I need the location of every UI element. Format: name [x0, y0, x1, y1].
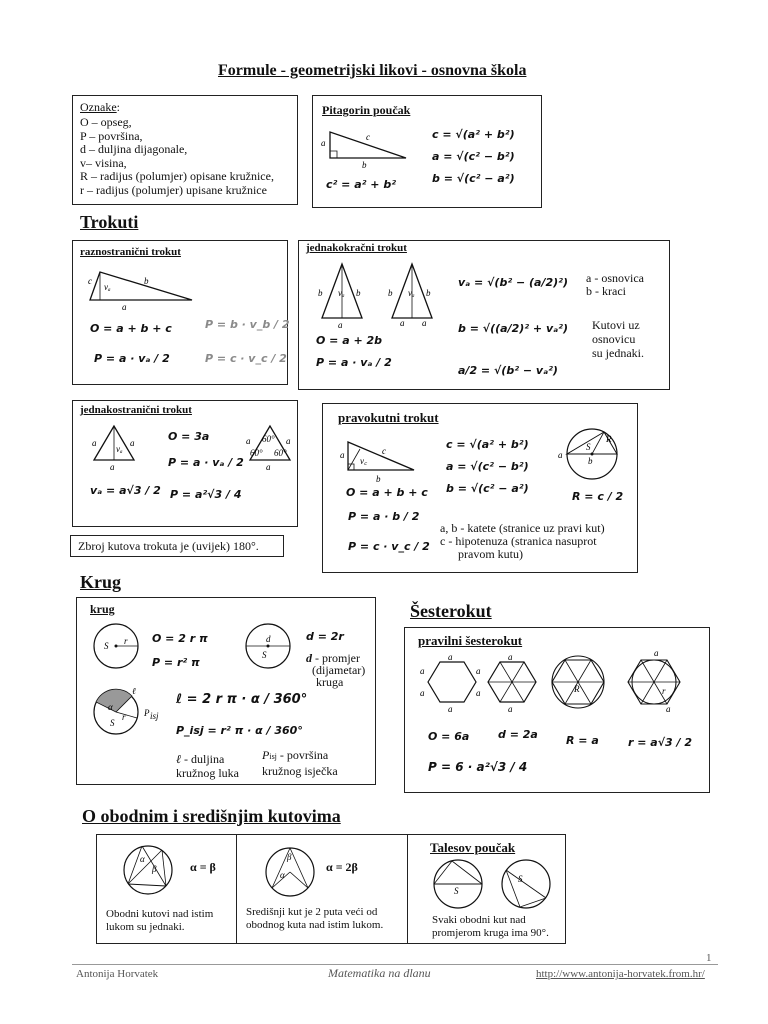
footer-author: Antonija Horvatek	[76, 968, 159, 980]
pythagoras-heading: Pitagorin poučak	[322, 103, 411, 117]
hexagon-diagrams	[410, 648, 706, 714]
page-number: 1	[706, 952, 712, 964]
svg-text:S: S	[586, 442, 591, 452]
scalene-area-a: P = a · vₐ / 2	[94, 352, 170, 365]
legend-item: R – radijus (polumjer) opisane kružnice,	[80, 169, 274, 183]
thales-note-line: Svaki obodni kut nad	[432, 914, 526, 926]
svg-text:vₐ: vₐ	[116, 444, 123, 454]
svg-text:S: S	[104, 641, 109, 651]
svg-text:a: a	[666, 704, 671, 714]
svg-text:b: b	[356, 288, 361, 298]
scalene-area-b: P = b · v_b / 2	[205, 318, 290, 331]
svg-text:R: R	[574, 684, 580, 694]
right-triangle-diagram-2	[338, 440, 428, 485]
hexagon-circumradius: R = a	[566, 734, 599, 747]
leg-a-formula: a = √(c² − b²)	[446, 460, 529, 473]
hexagon-perimeter: O = 6a	[428, 730, 470, 743]
section-heading-angles: O obodnim i središnjim kutovima	[82, 806, 341, 826]
svg-text:a: a	[476, 666, 481, 676]
thales-note-line: promjerom kruga ima 90°.	[432, 927, 549, 939]
inscribed-angles-note-line: lukom su jednaki.	[106, 921, 185, 933]
svg-text:c: c	[88, 276, 92, 286]
central-angle-note-line: obodnog kuta nad istim lukom.	[246, 919, 384, 931]
svg-text:b: b	[426, 288, 431, 298]
circle-sector-diagram	[88, 688, 168, 738]
hexagon-heading: pravilni šesterokut	[418, 633, 523, 648]
circle-circumference: O = 2 r π	[152, 632, 208, 645]
diameter-notes: d - promjer (dijametar) kruga	[306, 651, 366, 689]
svg-text:S: S	[262, 650, 267, 660]
isosceles-note: Kutovi uz	[592, 318, 640, 332]
diameter-note: kruga	[316, 675, 344, 689]
svg-text:60°: 60°	[274, 448, 287, 458]
svg-text:a: a	[266, 462, 271, 472]
svg-text:a: a	[122, 302, 127, 312]
svg-text:vₐ: vₐ	[408, 288, 415, 298]
svg-text:ℓ: ℓ	[132, 686, 136, 696]
hexagon-incircle	[628, 648, 680, 714]
right-triangle-note: pravom kutu)	[458, 547, 523, 561]
svg-text:60°: 60°	[250, 448, 263, 458]
svg-text:b: b	[376, 474, 381, 484]
isosceles-diagram	[316, 262, 446, 334]
legend-heading: Oznake:	[80, 100, 120, 114]
legend-item: P – površina,	[80, 128, 143, 143]
inscribed-angles-note	[106, 908, 213, 934]
inscribed-angles-note-line: Obodni kutovi nad istim	[106, 908, 214, 920]
angle-sum-text: Zbroj kutova trokuta je (uvijek) 180°.	[78, 539, 259, 553]
equilateral-heading: jednakostranični trokut	[80, 404, 192, 416]
equilateral-height: vₐ = a√3 / 2	[90, 484, 161, 497]
thales-heading: Talesov poučak	[430, 840, 516, 855]
leg-b-formula: b = √(c² − a²)	[446, 482, 529, 495]
pythagoras-formula-squares: c² = a² + b²	[326, 178, 397, 191]
svg-text:a: a	[476, 688, 481, 698]
circumradius-formula: R = c / 2	[572, 490, 624, 503]
circumscribed-circle-diagram	[556, 428, 626, 483]
svg-text:a: a	[420, 688, 425, 698]
svg-text:60°: 60°	[262, 434, 275, 444]
svg-text:a: a	[92, 438, 97, 448]
isosceles-angle-note	[592, 318, 644, 360]
equilateral-angles-diagram	[246, 424, 306, 474]
isosceles-height-formula: vₐ = √(b² − (a/2)²)	[458, 276, 569, 289]
right-triangle-notes	[440, 522, 605, 561]
svg-text:a: a	[508, 652, 513, 662]
equilateral-area-height: P = a · vₐ / 2	[168, 456, 244, 469]
svg-text:b: b	[144, 276, 149, 286]
footer-link[interactable]: http://www.antonija-horvatek.from.hr/	[536, 968, 705, 980]
circle-area: P = r² π	[152, 656, 200, 669]
isosceles-heading: jednakokračni trokut	[306, 242, 407, 254]
legend-item: O – opseg,	[80, 115, 132, 129]
svg-text:a: a	[321, 138, 326, 148]
sector-area-notes: Pisj - površina kružnog isječka	[262, 748, 338, 778]
svg-text:b: b	[318, 288, 323, 298]
svg-text:R: R	[606, 434, 612, 444]
section-heading-circle: Krug	[80, 572, 122, 592]
section-heading-hexagon: Šesterokut	[410, 601, 492, 621]
right-triangle-diagram	[318, 128, 418, 168]
svg-text:a: a	[420, 666, 425, 676]
legend-item: d – duljina dijagonale,	[80, 142, 188, 156]
pythagoras-formula-b: b = √(c² − a²)	[432, 172, 515, 185]
svg-text:a: a	[130, 438, 135, 448]
svg-text:r: r	[122, 712, 126, 722]
thales-diagram	[428, 856, 558, 910]
equilateral-area: P = a²√3 / 4	[170, 488, 242, 501]
right-triangle-note: c - hipotenuza (stranica nasuprot	[440, 534, 597, 548]
svg-text:a: a	[340, 450, 345, 460]
svg-text:P: P	[144, 708, 150, 718]
scalene-area-c: P = c · v_c / 2	[205, 352, 287, 365]
scalene-heading: raznostranični trokut	[80, 246, 181, 258]
page-title: Formule - geometrijski likovi - osnovna škola	[218, 62, 527, 79]
right-triangle-area-height: P = c · v_c / 2	[348, 540, 430, 553]
section-heading-triangles: Trokuti	[80, 212, 139, 232]
isosceles-note: a - osnovica	[586, 271, 644, 285]
thales-note	[432, 914, 549, 940]
footer-logo-text: Matematika na dlanu	[328, 966, 431, 980]
diameter-note: - promjer	[315, 651, 360, 665]
svg-text:v꜀: v꜀	[360, 456, 368, 466]
angles-divider	[407, 834, 408, 944]
circle-radius-diagram	[88, 622, 144, 672]
isosceles-note: osnovicu	[592, 332, 636, 346]
footer-divider	[72, 964, 718, 965]
legend-item: r – radijus (polumjer) upisane kružnice	[80, 182, 267, 197]
svg-text:c: c	[382, 446, 386, 456]
svg-text:α: α	[280, 870, 285, 880]
svg-text:b: b	[388, 288, 393, 298]
arc-length-notes: ℓ - duljina kružnog luka	[176, 752, 239, 780]
svg-text:b: b	[588, 456, 593, 466]
sector-area-note: kružnog isječka	[262, 764, 338, 778]
svg-text:a: a	[286, 436, 291, 446]
right-triangle-area-legs: P = a · b / 2	[348, 510, 420, 523]
central-angle-diagram	[250, 840, 330, 900]
inscribed-angles-diagram	[108, 840, 188, 900]
hexagon-inradius: r = a√3 / 2	[628, 736, 693, 749]
svg-text:vₐ: vₐ	[338, 288, 345, 298]
equilateral-diagram	[90, 424, 150, 474]
central-angle-formula: α = 2β	[326, 860, 358, 874]
svg-text:a: a	[508, 704, 513, 714]
arc-length-note: kružnog luka	[176, 766, 239, 780]
svg-text:d: d	[266, 634, 271, 644]
svg-text:a: a	[558, 450, 563, 460]
svg-text:a: a	[422, 318, 427, 328]
circle-heading: krug	[90, 602, 115, 616]
svg-text:a: a	[448, 704, 453, 714]
isosceles-area: P = a · vₐ / 2	[316, 356, 392, 369]
equilateral-perimeter: O = 3a	[168, 430, 210, 443]
svg-text:a: a	[448, 652, 453, 662]
svg-text:vₐ: vₐ	[104, 282, 111, 292]
diameter-note: (dijametar)	[312, 663, 366, 677]
svg-text:S: S	[110, 718, 115, 728]
scalene-diagram	[86, 270, 196, 315]
inscribed-angles-formula: α = β	[190, 860, 216, 874]
isosceles-perimeter: O = a + 2b	[316, 334, 383, 347]
isosceles-half-base-formula: a/2 = √(b² − vₐ²)	[458, 364, 558, 377]
svg-text:a: a	[654, 648, 659, 658]
circle-diameter-diagram	[240, 622, 296, 672]
central-angle-note-line: Središnji kut je 2 puta veći od	[246, 906, 378, 918]
hexagon-circumcircle	[552, 656, 604, 708]
svg-text:a: a	[338, 320, 343, 330]
hexagon-diagonal: d = 2a	[498, 728, 538, 741]
hypotenuse-formula: c = √(a² + b²)	[446, 438, 529, 451]
svg-text:a: a	[246, 436, 251, 446]
svg-text:α: α	[108, 702, 113, 712]
svg-text:β: β	[287, 852, 292, 862]
pythagoras-formula-c: c = √(a² + b²)	[432, 128, 515, 141]
svg-text:a: a	[110, 462, 115, 472]
svg-text:S: S	[454, 886, 459, 896]
arc-length-note: - duljina	[184, 752, 225, 766]
central-angle-note	[246, 906, 383, 932]
diameter-formula: d = 2r	[306, 630, 344, 643]
arc-length-formula: ℓ = 2 r π · α / 360°	[176, 692, 308, 707]
svg-text:r: r	[662, 686, 666, 696]
pythagoras-formula-a: a = √(c² − b²)	[432, 150, 515, 163]
svg-text:r: r	[124, 636, 128, 646]
isosceles-note: b - kraci	[586, 284, 626, 298]
isosceles-notes	[586, 272, 644, 298]
hexagon-plain	[420, 652, 481, 714]
legend-list	[80, 116, 274, 197]
legend-item: v– visina,	[80, 155, 127, 170]
svg-text:c: c	[366, 132, 370, 142]
isosceles-note: su jednaki.	[592, 346, 644, 360]
svg-text:a: a	[400, 318, 405, 328]
isosceles-leg-formula: b = √((a/2)² + vₐ²)	[458, 322, 569, 335]
sector-area-note: - površina	[279, 748, 329, 762]
hexagon-triangles	[488, 652, 536, 714]
right-triangle-heading: pravokutni trokut	[338, 410, 439, 425]
scalene-perimeter: O = a + b + c	[90, 322, 172, 335]
svg-text:α: α	[140, 854, 145, 864]
right-triangle-perimeter: O = a + b + c	[346, 486, 428, 499]
hexagon-area: P = 6 · a²√3 / 4	[428, 760, 528, 774]
right-triangle-note: a, b - katete (stranice uz pravi kut)	[440, 521, 605, 535]
svg-text:β: β	[152, 864, 157, 874]
svg-text:isj: isj	[150, 711, 159, 721]
svg-text:b: b	[362, 160, 367, 170]
angles-divider	[236, 834, 237, 944]
svg-text:S: S	[518, 874, 523, 884]
sector-area-formula: P_isj = r² π · α / 360°	[176, 724, 303, 737]
